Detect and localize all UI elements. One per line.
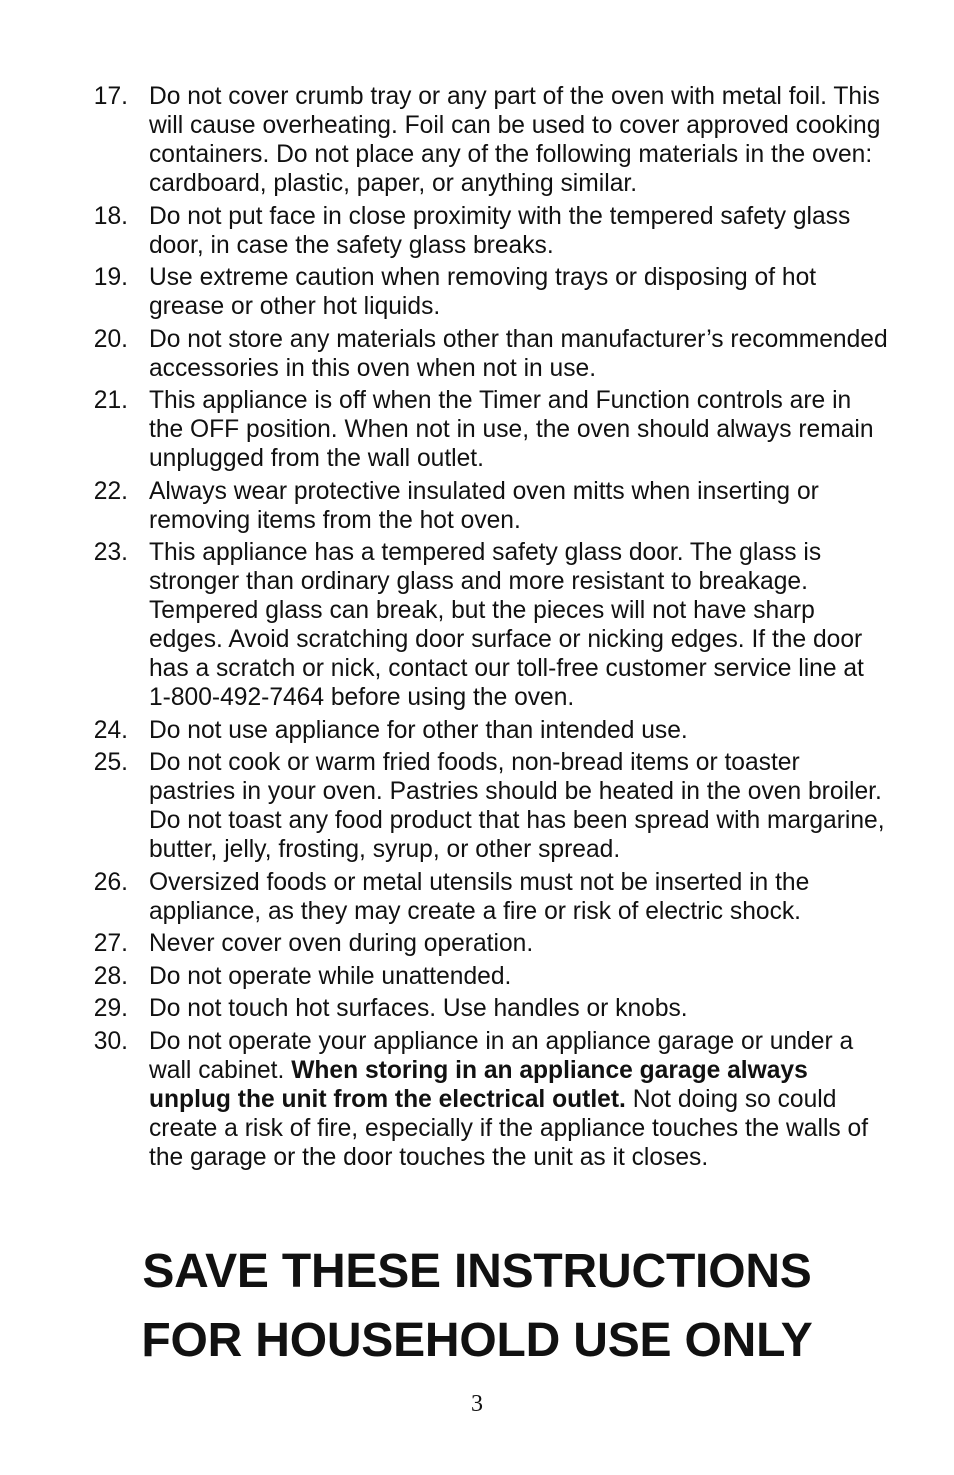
- item-number: 22.: [93, 477, 128, 505]
- item-text: [149, 1028, 868, 1171]
- item-number: 19.: [93, 264, 128, 291]
- list-item: [88, 962, 888, 991]
- item-number: 17.: [93, 83, 128, 110]
- list-item: [88, 82, 888, 198]
- item-text: Oversized foods or metal utensils must not be inserted in the appliance, as they may create a fire or risk of electric shock.: [149, 868, 810, 925]
- item-text: Do not operate while unattended.: [149, 962, 512, 990]
- save-instructions-heading: SAVE THESE INSTRUCTIONS: [142, 1245, 812, 1298]
- item-text: Do not cook or warm fried foods, non-bread items or toaster pastries in your oven. Pastries should be heated in the oven broiler. Do not toast any food product that has been spread with margarine, butter, jelly, frosting, syrup, or other spread.: [149, 749, 885, 863]
- list-item: [88, 716, 888, 745]
- item-text: Always wear protective insulated oven mitts when inserting or removing items from the hot oven.: [149, 477, 819, 534]
- item-text: This appliance is off when the Timer and Function controls are in the OFF position. When not in use, the oven should always remain unplugged from the wall outlet.: [149, 387, 874, 472]
- list-item: [88, 202, 888, 260]
- item-number: 24.: [93, 716, 128, 744]
- item-number: 23.: [93, 539, 128, 566]
- item-text: Do not store any materials other than manufacturer’s recommended accessories in this oven when not in use.: [149, 325, 888, 382]
- item-number: 21.: [93, 387, 128, 414]
- item-text: Do not cover crumb tray or any part of the oven with metal foil. This will cause overheating. Foil can be used to cover approved cooking containers. Do not place any of the following materials in the oven: cardboard, plastic, paper, or anything similar.: [149, 83, 881, 197]
- list-item: [88, 538, 888, 712]
- list-item: [88, 263, 888, 321]
- list-item: [88, 477, 888, 535]
- safety-instructions-list: [88, 82, 888, 1175]
- list-item: [88, 1027, 888, 1172]
- list-item: [88, 386, 888, 473]
- item-number: 20.: [93, 325, 128, 353]
- item-text: Do not put face in close proximity with the tempered safety glass door, in case the safety glass breaks.: [149, 202, 851, 259]
- item-text: Do not use appliance for other than intended use.: [149, 716, 688, 744]
- item-text: Do not touch hot surfaces. Use handles or knobs.: [149, 995, 688, 1022]
- item-text-after: Not doing so could create a risk of fire, especially if the appliance touches the walls of the garage or the door touches the unit as it closes.: [149, 1085, 869, 1171]
- list-item: [88, 868, 888, 926]
- item-number: 28.: [93, 962, 128, 990]
- item-text-before: Do not operate your appliance in an appliance garage or under a wall cabinet.: [149, 1027, 854, 1084]
- item-text: Never cover oven during operation.: [149, 930, 534, 957]
- household-use-heading: FOR HOUSEHOLD USE ONLY: [141, 1314, 813, 1367]
- item-number: 25.: [93, 749, 128, 776]
- list-item: [88, 994, 888, 1023]
- item-text-bold: When storing in an appliance garage always unplug the unit from the electrical outlet.: [149, 1056, 808, 1113]
- list-item: [88, 929, 888, 958]
- item-text: This appliance has a tempered safety glass door. The glass is stronger than ordinary glass and more resistant to breakage. Tempered glass can break, but the pieces will not have sharp edges. Avoid scratching door surface or nicking edges. If the door has a scratch or nick, contact our toll-free customer service line at 1-800-492-7464 before using the oven.: [149, 539, 864, 711]
- item-number: 26.: [93, 868, 128, 896]
- list-item: [88, 748, 888, 864]
- page-number: 3: [471, 1391, 483, 1417]
- item-text: Use extreme caution when removing trays or disposing of hot grease or other hot liquids.: [149, 264, 817, 320]
- item-number: 27.: [93, 930, 128, 957]
- item-number: 29.: [93, 995, 128, 1022]
- item-number: 30.: [93, 1027, 128, 1055]
- item-number: 18.: [93, 202, 128, 230]
- list-item: [88, 325, 888, 383]
